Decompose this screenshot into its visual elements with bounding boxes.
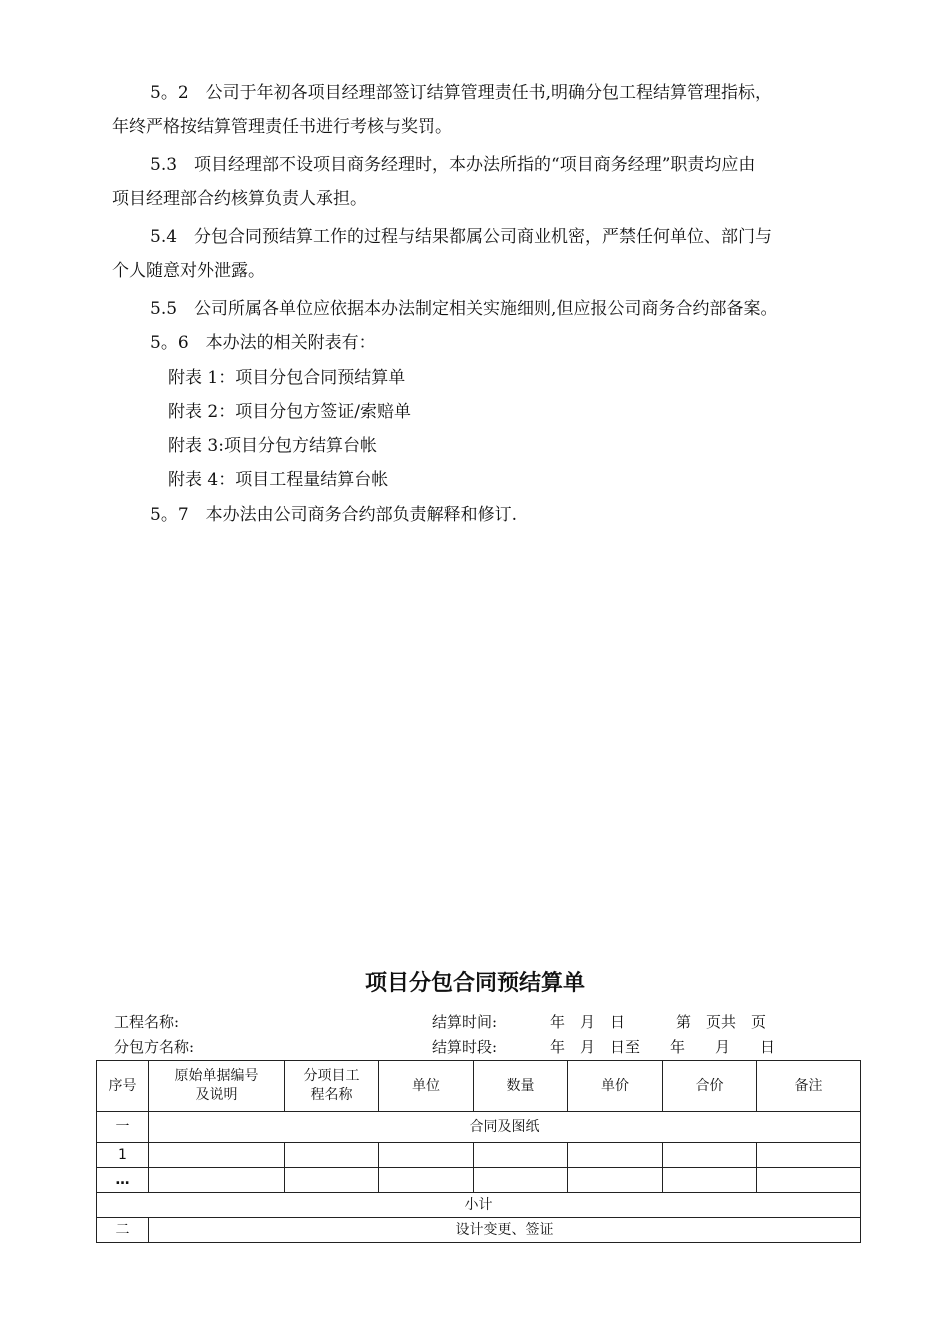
header-serial: 序号 [97,1061,149,1112]
section-title: 设计变更、签证 [149,1218,861,1243]
appendix-item: 附表 1：项目分包合同预结算单 [168,368,406,388]
subcontractor-name-label: 分包方名称: [114,1038,195,1056]
table-cell[interactable] [149,1143,285,1168]
appendix-item: 附表 2：项目分包方签证/索赔单 [168,402,411,422]
table-cell[interactable] [568,1143,663,1168]
clause-text-line-2: 个人随意对外泄露。 [112,261,265,281]
table-cell[interactable] [379,1143,474,1168]
section-number: 二 [97,1218,149,1243]
clause-5-7: 5。7 本办法由公司商务合约部负责解释和修订. [150,505,518,525]
clause-5-3 [112,148,857,216]
header-total-price: 合价 [663,1061,757,1112]
table-cell[interactable] [474,1168,568,1193]
clause-5-4 [112,220,857,288]
header-unit-price: 单价 [568,1061,663,1112]
row-number: 1 [97,1143,149,1168]
table-header-row [97,1061,861,1112]
clause-5-5: 5.5 公司所属各单位应依据本办法制定相关实施细则,但应报公司商务合约部备案。 [150,299,778,319]
table-cell[interactable] [568,1168,663,1193]
clause-5-2 [112,76,857,144]
settle-period-label: 结算时段: [432,1038,498,1056]
header-remarks: 备注 [757,1061,861,1112]
appendix-item: 附表 4：项目工程量结算台帐 [168,470,389,490]
section-number: 一 [97,1112,149,1143]
settle-time-value: 年 月 日 [550,1013,626,1031]
settle-time-label: 结算时间: [432,1013,498,1031]
table-cell[interactable] [757,1168,861,1193]
project-name-label: 工程名称: [114,1013,180,1031]
section-row-changes [97,1218,861,1243]
page-count: 第 页共 页 [676,1013,767,1031]
subtotal-row [97,1193,861,1218]
clause-text-line-2: 年终严格按结算管理责任书进行考核与奖罚。 [112,117,452,137]
section-row-contract [97,1112,861,1143]
table-cell[interactable] [663,1168,757,1193]
clause-5-6: 5。6 本办法的相关附表有： [150,333,376,353]
header-unit: 单位 [379,1061,474,1112]
appendix-item: 附表 3:项目分包方结算台帐 [168,436,377,456]
table-row [97,1168,861,1193]
table-cell[interactable] [379,1168,474,1193]
table-cell[interactable] [474,1143,568,1168]
table-cell[interactable] [663,1143,757,1168]
clause-text-line-1: 5。2 公司于年初各项目经理部签订结算管理责任书,明确分包工程结算管理指标， [150,83,773,103]
clause-text-line-1: 5.3 项目经理部不设项目商务经理时，本办法所指的“项目商务经理”职责均应由 [150,155,756,175]
header-document-no: 原始单据编号 及说明 [149,1061,285,1112]
header-quantity: 数量 [474,1061,568,1112]
table-cell[interactable] [285,1168,379,1193]
settlement-table [96,1060,861,1243]
table-cell[interactable] [149,1168,285,1193]
table-cell[interactable] [285,1143,379,1168]
section-title: 合同及图纸 [149,1112,861,1143]
subtotal-label: 小计 [97,1193,861,1218]
table-row [97,1143,861,1168]
clause-text-line-2: 项目经理部合约核算负责人承担。 [112,189,367,209]
settle-period-value: 年 月 日至 年 月 日 [550,1038,776,1056]
table-cell[interactable] [757,1143,861,1168]
form-title: 项目分包合同预结算单 [364,971,585,996]
clause-text-line-1: 5.4 分包合同预结算工作的过程与结果都属公司商业机密，严禁任何单位、部门与 [150,227,773,247]
header-item-name: 分项目工 程名称 [285,1061,379,1112]
row-number: … [97,1168,149,1193]
